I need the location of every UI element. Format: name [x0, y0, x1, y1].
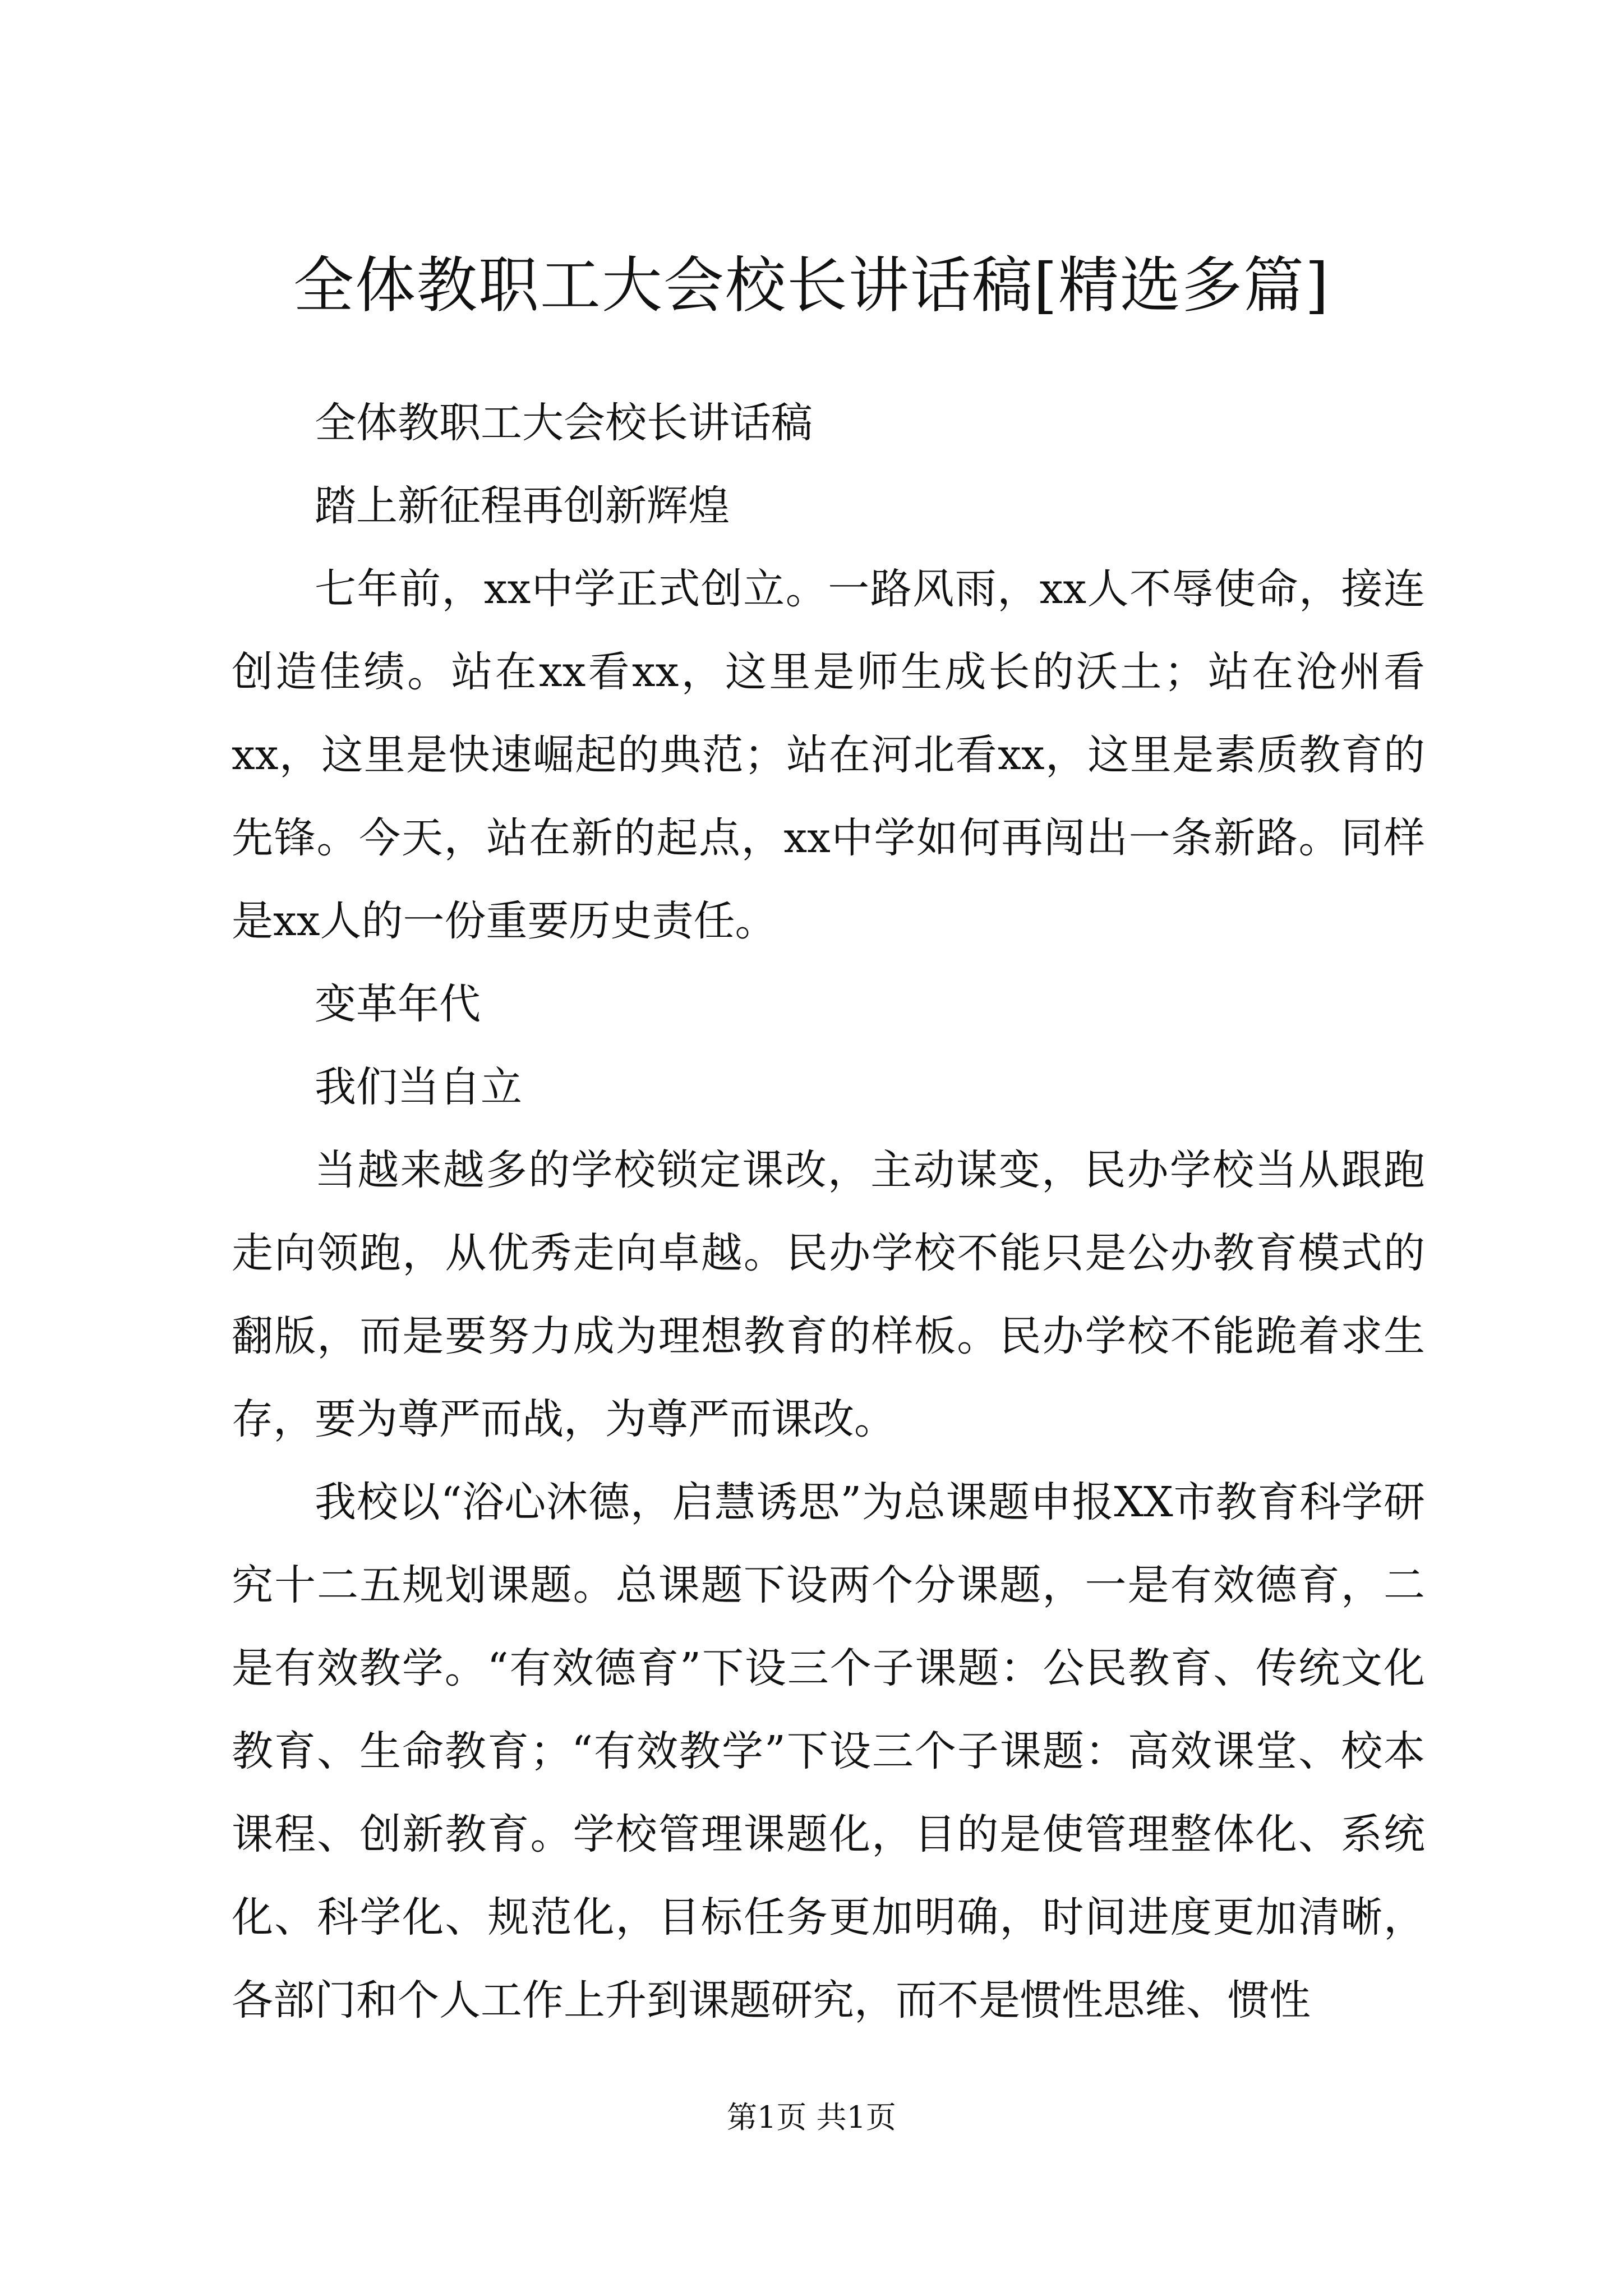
- page-footer: 第1页 共1页: [727, 2100, 896, 2135]
- paragraph-reform: 当越来越多的学校锁定课改，主动谋变，民办学校当从跟跑走向领跑，从优秀走向卓越。民办学校不能只是公办教育模式的翻版，而是要努力成为理想教育的样板。民办学校不能跪着求生存，要为尊严而战，为尊严而课改。: [232, 1146, 1425, 1443]
- paragraph-research-topic: 我校以“浴心沐德，启慧诱思”为总课题申报XX市教育科学研究十二五规划课题。总课题下设两个分课题，一是有效德育，二是有效教学。“有效德育”下设三个子课题：公民教育、传统文化教育、生命教育；“有效教学”下设三个子课题：高效课堂、校本课程、创新教育。学校管理课题化，目的是使管理整体化、系统化、科学化、规范化，目标任务更加明确，时间进度更加清晰，各部门和个人工作上升到课题研究，而不是惯性思维、惯性: [232, 1478, 1425, 2024]
- document-title: 全体教职工大会校长讲话稿[精选多篇]: [293, 251, 1330, 321]
- paragraph-heading-era: 变革年代: [315, 980, 481, 1028]
- paragraph-subtitle: 全体教职工大会校长讲话稿: [315, 399, 813, 447]
- document-body: [232, 381, 1425, 2042]
- paragraph-heading-selfreliance: 我们当自立: [315, 1063, 522, 1111]
- paragraph-intro: 七年前，xx中学正式创立。一路风雨，xx人不辱使命，接连创造佳绩。站在xx看xx，这里是师生成长的沃土；站在沧州看xx，这里是快速崛起的典范；站在河北看xx，这里是素质教育的先锋。今天，站在新的起点，xx中学如何再闯出一条新路。同样是xx人的一份重要历史责任。: [232, 565, 1425, 945]
- paragraph-theme: 踏上新征程再创新辉煌: [315, 482, 730, 530]
